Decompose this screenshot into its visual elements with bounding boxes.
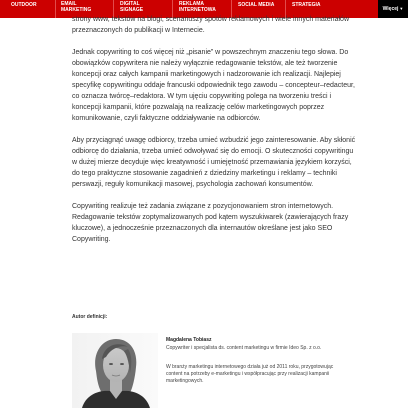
chevron-down-icon: ▼ (399, 6, 404, 11)
article-paragraph: strony www, tekstów na blogi, scenariuszy spotów reklamowych i wiele innych materiałów przeznaczonych do publikacji w Internecie. (72, 16, 349, 34)
nav-item-strategia[interactable]: STRATEGIA (292, 2, 321, 8)
brand-block (0, 0, 8, 18)
nav-item-digital-signage[interactable]: DIGITAL SIGNAGE (120, 1, 144, 13)
author-bio: W branży marketingu internetowego działa już od 2011 roku, przygotowując content na potrzeby e-marketingu i współpracując przy realizacji kampanii marketingowych. (166, 364, 334, 384)
article-paragraph: Jednak copywriting to coś więcej niż „pisanie” w powszechnym znaczeniu tego słowa. Do obowiązków copywritera nie należy wyłącznie redagowanie tekstów, ale też tworzenie koncepcji oraz całych kampanii marketingowych i nadzorowanie ich realizacji. Najlepiej specyfikę copywritingu oddaje francuski odpowiednik tego zawodu – concepteur–redacteur, co oznacza twórcę–redaktora. W tym ujęciu copywriting polega na tworzeniu treści i koncepcji kampanii, które pozwalają na realizację celów marketingowych poprzez komunikowanie, czyli faktyczne oddziaływanie na odbiorców. (72, 49, 355, 122)
article-body (72, 14, 358, 256)
author-portrait-image (72, 333, 158, 408)
nav-item-outdoor[interactable]: OUTDOOR (11, 2, 37, 8)
nav-item-social-media[interactable]: SOCIAL MEDIA (238, 2, 275, 8)
nav-divider (55, 0, 56, 18)
article-paragraph: Copywriting realizuje też zadania związane z pozycjonowaniem stron internetowych. Redagowanie tekstów zoptymalizowanych pod kątem wyszukiwarek (zawierających frazy kluczowe), a jednocześnie przeznaczonych dla internautów określane jest jako SEO Copywriting. (72, 203, 349, 243)
author-photo (72, 333, 158, 408)
article-paragraph: Aby przyciągnąć uwagę odbiorcy, trzeba umieć wzbudzić jego zainteresowanie. Aby skłonić odbiorcę do działania, trzeba umieć odwoływać się do emocji. O skuteczności copywritingu w dużej mierze decyduje więc kreatywność i umiejętność przemawiania językiem korzyści, do tego praktyczne stosowanie zagadnień z dziedziny marketingu i reklamy – techniki perswazji, reguły komunikacji masowej, psychologia zachowań konsumentów. (72, 137, 356, 188)
more-menu-button[interactable] (378, 0, 408, 18)
more-menu-label: Więcej (382, 6, 399, 12)
author-section-label: Autor definicji: (72, 314, 108, 320)
author-role: Copywriter i specjalista ds. content marketingu w firmie Ideo Sp. z o.o. (166, 345, 322, 351)
nav-item-email-marketing[interactable]: EMAIL MARKETING (61, 1, 92, 13)
author-name: Magdalena Tobiasz (166, 337, 212, 343)
nav-item-reklama-internetowa[interactable]: REKLAMA INTERNETOWA (179, 1, 216, 13)
